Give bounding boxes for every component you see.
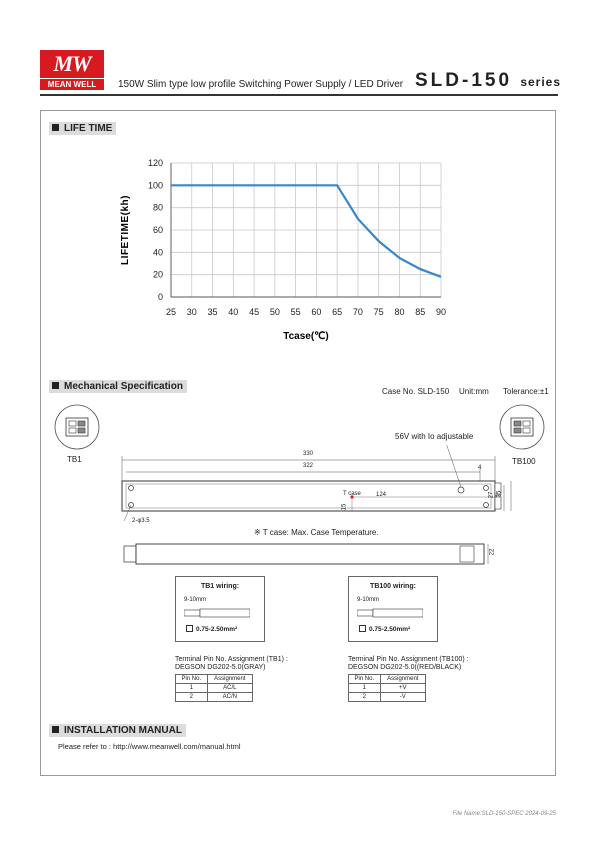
x-tick-label: 90	[435, 307, 447, 317]
x-tick-label: 65	[332, 307, 343, 317]
tb100-label: TB100	[512, 457, 536, 466]
tb100-connector-detail	[494, 403, 550, 451]
y-axis-label: LIFETIME(kh)	[120, 195, 131, 265]
tb1-pin-table	[175, 674, 253, 702]
y-tick-label: 100	[147, 180, 163, 191]
tb1-connector-detail	[50, 403, 106, 451]
dim-22: 22	[489, 548, 496, 556]
tb100-wire-range: 0.75-2.50mm²	[369, 626, 411, 633]
tb1-connector: DEGSON DG202-5.0(GRAY)	[175, 664, 266, 671]
x-tick-label: 75	[373, 307, 384, 317]
document-subtitle: 150W Slim type low profile Switching Power Supply / LED Driver	[118, 79, 404, 90]
tb100-wire-icon	[357, 607, 423, 619]
pin-header: Pin No.	[349, 675, 381, 684]
table-row: 1 AC/L	[176, 684, 253, 693]
tcase-label: T case	[343, 491, 361, 497]
dim-4: 4	[478, 465, 482, 471]
pin-header: Pin No.	[176, 675, 208, 684]
dim-27: 27	[488, 491, 495, 499]
x-tick-label: 85	[415, 307, 426, 317]
dim-35: 35	[496, 490, 503, 498]
hole-dimension: 2-φ3.5	[132, 518, 150, 524]
tb1-checkbox-icon	[186, 625, 193, 632]
tb1-assign-title: Terminal Pin No. Assignment (TB1) :	[175, 656, 288, 663]
tcase-note: ※ T case: Max. Case Temperature.	[254, 528, 379, 537]
dim-322: 322	[303, 463, 314, 469]
tb100-connector: DEGSON DG202-5.0((RED/BLACK)	[348, 664, 462, 671]
tb100-checkbox-icon	[359, 625, 366, 632]
y-tick-label: 40	[152, 247, 163, 258]
tb1-wire-icon	[184, 607, 250, 619]
tb100-strip-length: 9-10mm	[357, 597, 380, 603]
assignment-header: Assignment	[207, 675, 252, 684]
case-number: Case No. SLD-150	[382, 387, 450, 396]
table-row: 2 AC/N	[176, 693, 253, 702]
x-tick-label: 55	[290, 307, 301, 317]
tb1-wiring-title: TB1 wiring:	[200, 583, 240, 590]
tb100-wiring-title: TB100 wiring:	[370, 583, 416, 590]
tolerance-label: Tolerance:±1	[503, 387, 549, 396]
model-name: SLD-150	[415, 70, 513, 91]
table-row: 1 +V	[349, 684, 426, 693]
dim-330: 330	[303, 451, 314, 457]
installation-link[interactable]: Please refer to : http://www.meanwell.com/manual.html	[58, 742, 241, 751]
model-series: series	[520, 75, 562, 89]
y-tick-labels	[148, 158, 163, 302]
lifetime-series-line	[171, 185, 441, 277]
x-tick-labels	[166, 307, 446, 317]
y-tick-label: 60	[152, 225, 163, 235]
dim-15: 15	[341, 503, 348, 511]
tb100-pin-table	[348, 674, 426, 702]
section-mechanical: Mechanical Specification	[49, 380, 187, 393]
assignment-header: Assignment	[380, 675, 425, 684]
tb1-label: TB1	[67, 455, 82, 464]
dim-124: 124	[376, 492, 387, 498]
tb1-wiring-box	[175, 576, 265, 642]
y-tick-label: 0	[157, 292, 163, 302]
y-tick-label: 120	[147, 158, 163, 168]
x-tick-label: 80	[394, 307, 405, 317]
chart-grid	[171, 163, 441, 297]
model-title	[415, 70, 561, 92]
unit-label: Unit:mm	[459, 387, 489, 396]
top-view-drawing	[100, 445, 520, 535]
x-tick-label: 40	[228, 307, 239, 317]
x-tick-label: 25	[165, 307, 177, 317]
tb1-strip-length: 9-10mm	[184, 597, 207, 603]
tb1-assignment	[175, 656, 288, 702]
header-rule	[40, 94, 558, 96]
tb1-wire-range: 0.75-2.50mm²	[196, 626, 238, 633]
table-row: 2 -V	[349, 693, 426, 702]
section-installation: INSTALLATION MANUAL	[49, 724, 186, 737]
x-tick-label: 60	[311, 307, 322, 317]
tb100-assign-title: Terminal Pin No. Assignment (TB100) :	[348, 656, 469, 663]
x-axis-label: Tcase(℃)	[283, 331, 329, 342]
x-tick-label: 50	[269, 307, 280, 317]
tb100-assignment	[348, 656, 469, 702]
y-tick-label: 20	[152, 269, 163, 280]
x-tick-label: 30	[186, 307, 197, 317]
adjust-note: 56V with Io adjustable	[395, 432, 474, 441]
file-name: File Name:SLD-150-SPEC 2024-09-25	[452, 811, 556, 817]
side-view-drawing	[120, 540, 500, 568]
mean-well-logo: MW MEAN WELL	[40, 50, 104, 90]
x-tick-label: 45	[249, 307, 260, 317]
x-tick-label: 70	[352, 307, 363, 317]
tb100-wiring-box	[348, 576, 438, 642]
lifetime-chart	[110, 150, 460, 350]
section-life-time: LIFE TIME	[49, 122, 116, 135]
y-tick-label: 80	[152, 202, 163, 213]
x-tick-label: 35	[207, 307, 218, 317]
